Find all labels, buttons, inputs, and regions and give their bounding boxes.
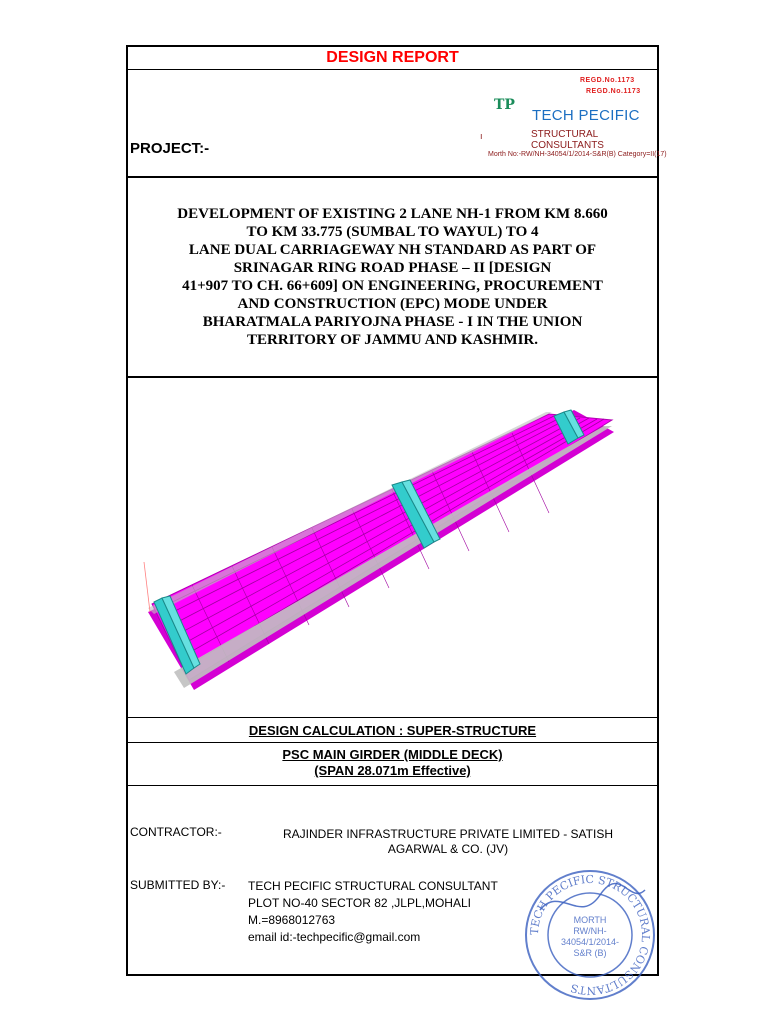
divider	[128, 742, 657, 743]
project-label: PROJECT:-	[130, 140, 210, 157]
regd-number: REGD.No.1173	[580, 77, 635, 84]
divider	[128, 717, 657, 718]
divider	[128, 785, 657, 786]
submitter-address: PLOT NO-40 SECTOR 82 ,JLPL,MOHALI	[248, 896, 471, 910]
axis-line	[144, 562, 150, 612]
divider	[128, 69, 657, 70]
description-line: TERRITORY OF JAMMU AND KASHMIR.	[246, 332, 538, 348]
company-seal-stamp	[520, 865, 660, 1005]
bridge-deck-3d-model	[134, 382, 654, 712]
seal-ring-text: TECH PECIFIC STRUCTURAL CONSULTANTS	[527, 872, 653, 998]
company-subtitle: STRUCTURAL CONSULTANTS	[531, 129, 604, 151]
submitter-details	[248, 878, 498, 946]
seal-center-line: MORTH	[573, 915, 607, 925]
seal-center-line: RW/NH-	[573, 926, 607, 936]
deck-model	[148, 410, 614, 690]
description-line: AND CONSTRUCTION (EPC) MODE UNDER	[237, 296, 548, 312]
contractor-line: RAJINDER INFRASTRUCTURE PRIVATE LIMITED - SATISH	[282, 827, 614, 841]
description-line: SRINAGAR RING ROAD PHASE – II [DESIGN	[233, 260, 552, 276]
project-description	[138, 205, 647, 349]
girder-title	[128, 747, 657, 779]
company-name: TECH PECIFIC	[532, 107, 640, 124]
report-cover-sheet	[126, 45, 667, 998]
girder-line: PSC MAIN GIRDER (MIDDLE DECK)	[282, 747, 503, 762]
company-logo	[458, 71, 667, 171]
description-line: 41+907 TO CH. 66+609] ON ENGINEERING, PROCUREMENT	[182, 278, 603, 294]
tp-logo-mark: TP	[494, 97, 515, 113]
submitted-by-label: SUBMITTED BY:-	[130, 878, 226, 892]
seal-center-line: 34054/1/2014-	[560, 937, 620, 947]
divider	[128, 176, 657, 178]
seal-center-line: S&R (B)	[573, 948, 607, 958]
divider	[128, 376, 657, 378]
girder-span-line: (SPAN 28.071m Effective)	[314, 763, 471, 778]
report-title: DESIGN REPORT	[326, 49, 459, 66]
description-line: DEVELOPMENT OF EXISTING 2 LANE NH-1 FROM KM 8.660	[177, 206, 608, 222]
submitter-phone: M.=8968012763	[248, 913, 336, 927]
registration-number: Morth No:-RW/NH-34054/1/2014-S&R(B) Category=II(17)	[488, 151, 667, 158]
description-line: TO KM 33.775 (SUMBAL TO WAYUL) TO 4	[246, 224, 539, 240]
logo-tick: ı	[480, 131, 483, 141]
description-line: BHARATMALA PARIYOJNA PHASE - I IN THE UNION	[202, 314, 583, 330]
submitter-email: email id:-techpecific@gmail.com	[248, 930, 421, 944]
contractor-label: CONTRACTOR:-	[130, 825, 222, 839]
design-calculation-title: DESIGN CALCULATION : SUPER-STRUCTURE	[248, 723, 537, 738]
contractor-line: AGARWAL & CO. (JV)	[387, 842, 509, 856]
contractor-name	[248, 827, 648, 857]
submitter-name: TECH PECIFIC STRUCTURAL CONSULTANT	[248, 879, 498, 893]
regd-number: REGD.No.1173	[586, 88, 641, 95]
description-line: LANE DUAL CARRIAGEWAY NH STANDARD AS PART OF	[188, 242, 597, 258]
